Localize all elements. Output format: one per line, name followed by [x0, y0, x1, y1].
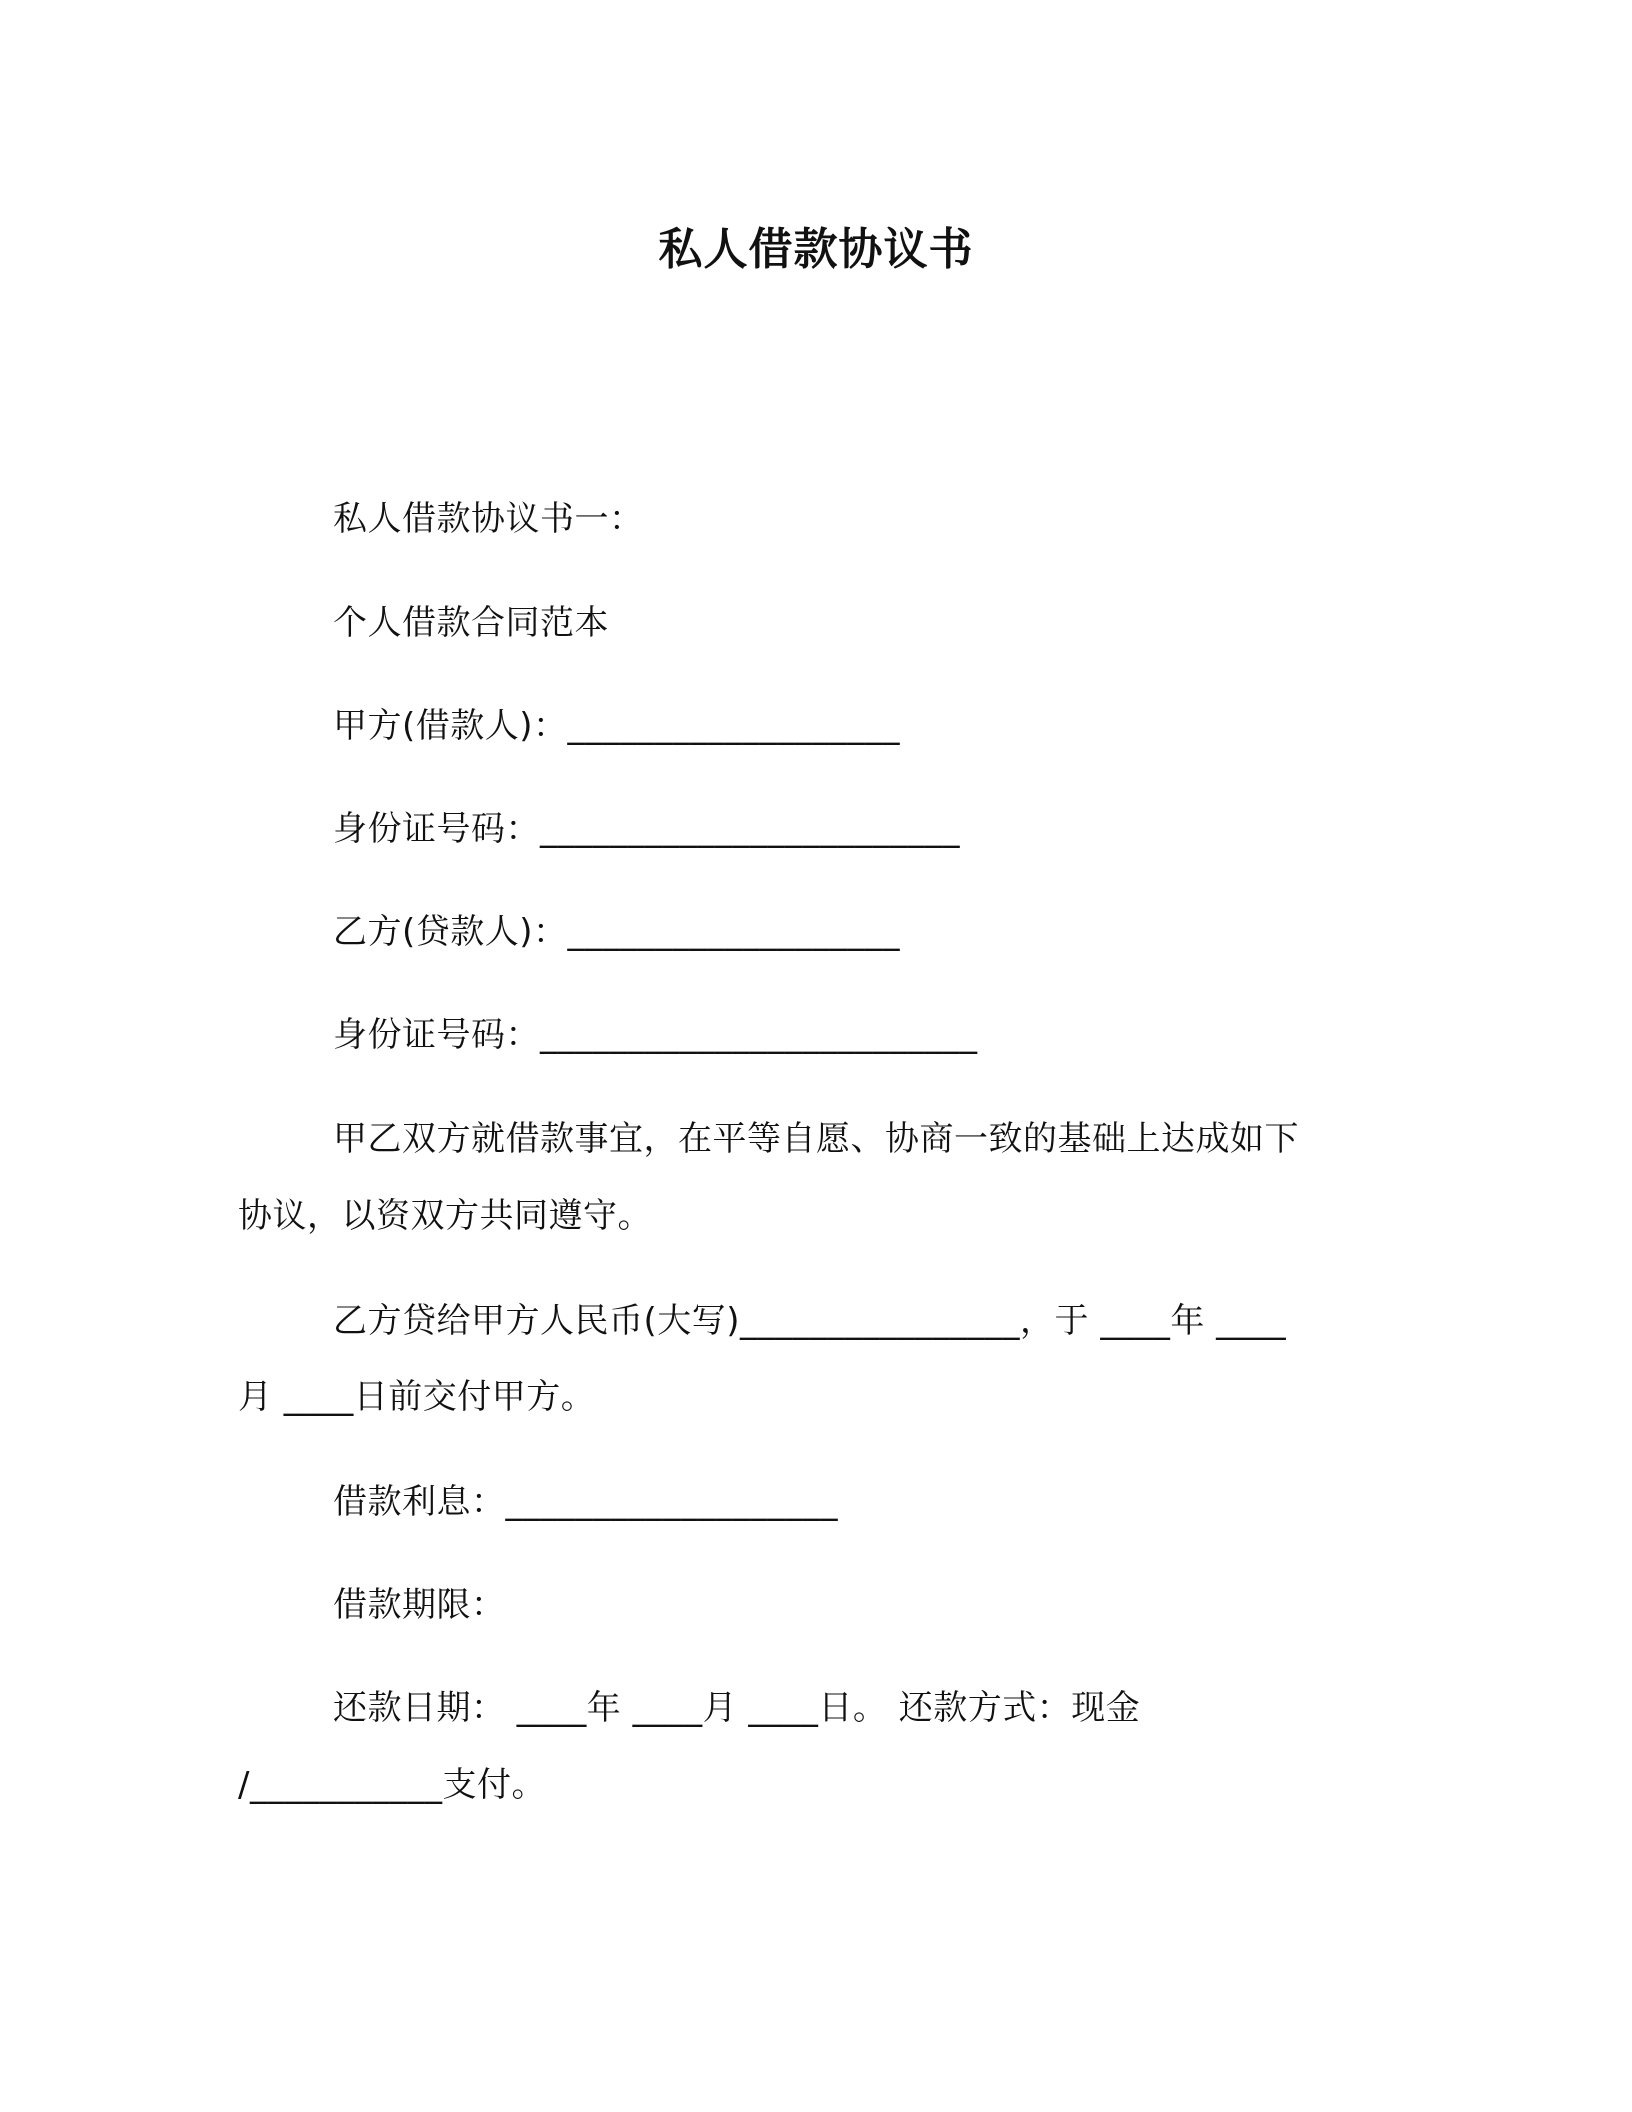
party-b-field: 乙方(贷款人)：___________________	[333, 912, 901, 952]
party-a-id-field: 身份证号码：________________________	[333, 809, 960, 849]
contract-subtitle: 个人借款合同范本	[333, 603, 609, 643]
interest-field: 借款利息：___________________	[333, 1482, 838, 1522]
repayment-line-1: 还款日期： ____年 ____月 ____日。 还款方式：现金	[333, 1688, 1141, 1728]
loan-amount-line-1: 乙方贷给甲方人民币(大写)________________，于 ____年 ____	[333, 1301, 1287, 1341]
agreement-paragraph-line-1: 甲乙双方就借款事宜，在平等自愿、协商一致的基础上达成如下	[333, 1119, 1299, 1159]
party-a-field: 甲方(借款人)：___________________	[333, 706, 901, 746]
page-title: 私人借款协议书	[658, 224, 974, 275]
party-b-id-field: 身份证号码：_________________________	[333, 1015, 978, 1055]
section-heading: 私人借款协议书一：	[333, 499, 644, 539]
agreement-paragraph-line-2: 协议，以资双方共同遵守。	[238, 1196, 652, 1236]
term-field: 借款期限：	[333, 1585, 506, 1625]
repayment-line-2: /___________支付。	[238, 1765, 546, 1805]
loan-amount-line-2: 月 ____日前交付甲方。	[238, 1377, 596, 1417]
